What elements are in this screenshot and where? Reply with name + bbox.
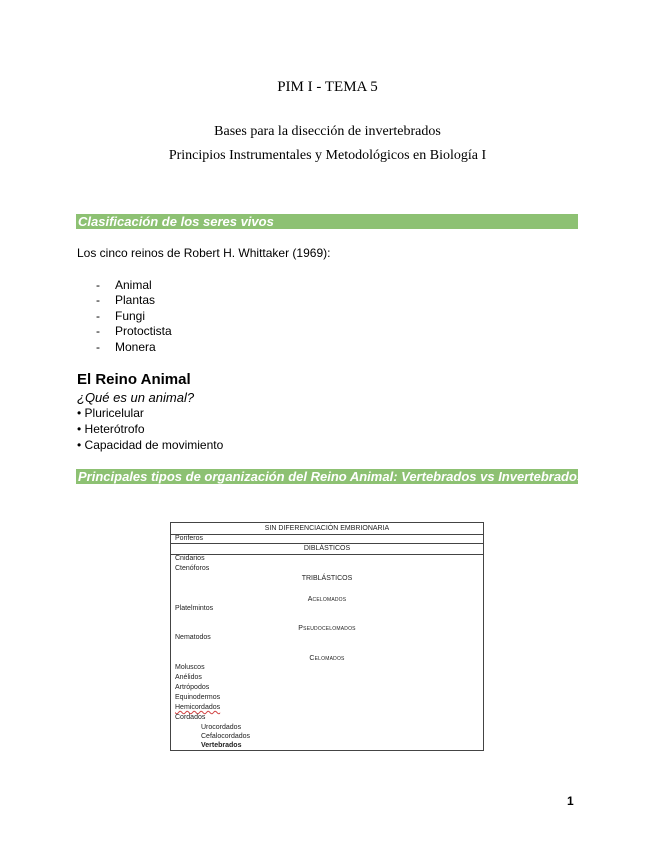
table-group-heading: DIBLÁSTICOS xyxy=(303,545,351,552)
table-cell: Cordados xyxy=(175,714,206,721)
classification-table xyxy=(170,522,484,751)
question-text: ¿Qué es un animal? xyxy=(77,390,195,405)
table-divider xyxy=(171,554,483,555)
table-cell: Ctenóforos xyxy=(175,565,210,572)
document-subtitle-course: Principios Instrumentales y Metodológicos en Biología I xyxy=(168,148,487,163)
bullet-item: • Heterótrofo xyxy=(77,422,145,436)
table-cell: Anélidos xyxy=(175,674,202,681)
bullet-item: • Capacidad de movimiento xyxy=(77,438,224,452)
table-subgroup-heading: Acelomados xyxy=(307,596,347,603)
list-item: - Animal xyxy=(96,278,152,292)
list-item: - Fungi xyxy=(96,309,146,323)
table-subgroup-heading: Celomados xyxy=(309,655,345,662)
table-cell: Cefalocordados xyxy=(201,733,251,740)
section-heading-organization: Principales tipos de organización del Reino Animal: Vertebrados vs Invertebrados xyxy=(78,469,585,484)
table-cell: Urocordados xyxy=(201,724,242,731)
table-cell: Artrópodos xyxy=(175,684,210,691)
table-cell: Equinodermos xyxy=(175,694,221,701)
document-subtitle: Bases para la disección de invertebrados xyxy=(214,124,441,139)
list-item: - Monera xyxy=(96,340,156,354)
table-divider xyxy=(171,543,483,544)
table-cell: Poriferos xyxy=(175,535,204,542)
section-heading-animal-kingdom: El Reino Animal xyxy=(77,371,191,388)
table-cell: Vertebrados xyxy=(201,742,242,749)
section-heading-classification: Clasificación de los seres vivos xyxy=(76,214,578,229)
table-header: SIN DIFERENCIACIÓN EMBRIONARIA xyxy=(264,525,390,532)
page-number: 1 xyxy=(567,794,574,808)
list-item: - Protoctista xyxy=(96,324,172,338)
table-cell: Platelmintos xyxy=(175,605,214,612)
intro-paragraph: Los cinco reinos de Robert H. Whittaker (1969): xyxy=(77,246,331,260)
table-cell: Cnidarios xyxy=(175,555,205,562)
list-item: - Plantas xyxy=(96,293,156,307)
table-cell: Hemicordados xyxy=(175,704,221,711)
table-divider xyxy=(171,534,483,535)
bullet-item: • Pluricelular xyxy=(77,406,144,420)
document-title: PIM I - TEMA 5 xyxy=(277,79,378,95)
table-cell: Moluscos xyxy=(175,664,205,671)
table-group-heading: TRIBLÁSTICOS xyxy=(301,575,353,582)
table-cell: Nematodos xyxy=(175,634,211,641)
table-subgroup-heading: Pseudocelomados xyxy=(298,625,356,632)
